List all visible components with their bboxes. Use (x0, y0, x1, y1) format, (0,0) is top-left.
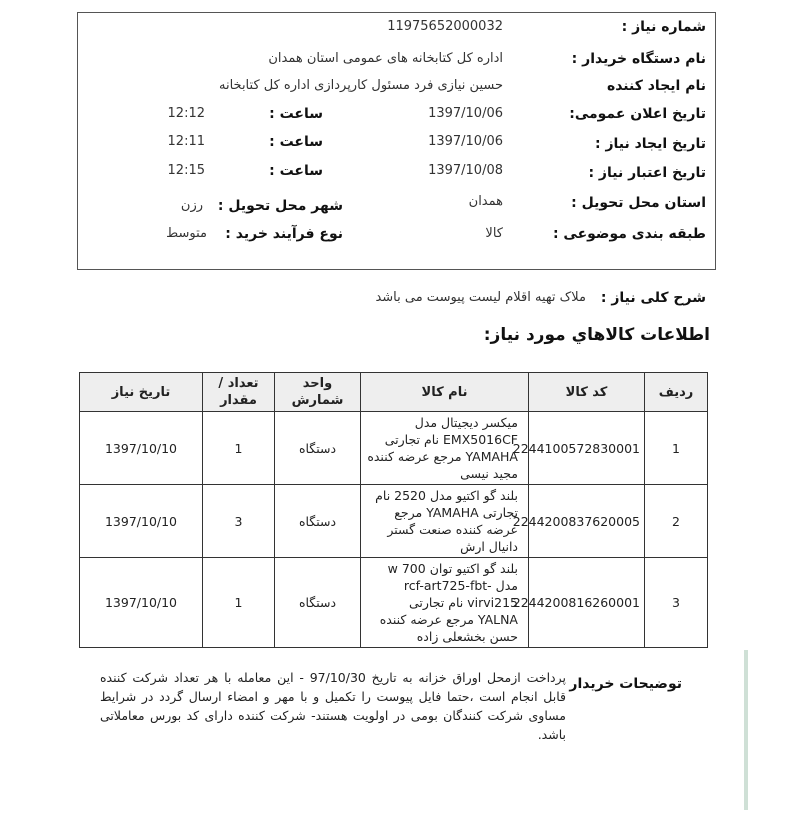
need-number-value: 11975652000032 (387, 19, 503, 34)
cell-quantity: 3 (203, 485, 275, 558)
notes-divider (744, 650, 748, 810)
cell-name: میکسر دیجیتال مدل EMX5016CF نام تجارتی YAMAHA مرجع عرضه کننده مجید نیسی (361, 412, 529, 485)
cell-row-number: 2 (645, 485, 708, 558)
col-header-unit: واحد شمارش (275, 373, 361, 412)
table-header-row (80, 373, 708, 412)
process-value: متوسط (166, 226, 207, 241)
goods-table (79, 372, 708, 648)
announce-date-value: 1397/10/06 (428, 106, 503, 121)
buyer-org-value: اداره کل کتابخانه های عمومی استان همدان (268, 51, 503, 66)
cell-unit: دستگاه (275, 485, 361, 558)
goods-section-title: اطلاعات کالاهاي مورد نیاز: (483, 325, 710, 345)
col-header-name: نام کالا (361, 373, 529, 412)
cell-name: بلند گو اکتیو توان 700 w مدل rcf-art725-fbt-virvi215 نام تجارتی YALNA مرجع عرضه کننده حسن بخشعلی زاده (361, 558, 529, 648)
table-row (80, 558, 708, 648)
summary-label: شرح کلی نیاز : (600, 290, 706, 306)
cell-need-date: 1397/10/10 (80, 485, 203, 558)
need-number-label: شماره نیاز : (621, 19, 706, 35)
table-row (80, 485, 708, 558)
announce-time-value: 12:12 (167, 106, 205, 121)
province-label: استان محل تحویل : (571, 195, 706, 211)
col-header-code: کد کالا (529, 373, 645, 412)
col-header-row-number: ردیف (645, 373, 708, 412)
buyer-notes-text: پرداخت ازمحل اوراق خزانه به تاریخ 97/10/30 - این معامله با هر تعداد شرکت کننده قابل انجام است ،حتما فایل پیوست را تکمیل و با مهر و امضاء ارسال گردد در شرایط مساوی شرکت کنندگان بومی در اولویت هستند- شرکت کننده دارای کد بورس معاملاتی باشد. (100, 670, 566, 742)
category-label: طبقه بندی موضوعی : (552, 226, 706, 242)
buyer-org-label: نام دستگاه خریدار : (571, 51, 706, 67)
validity-date-value: 1397/10/08 (428, 163, 503, 178)
cell-need-date: 1397/10/10 (80, 412, 203, 485)
cell-unit: دستگاه (275, 412, 361, 485)
cell-code: 2244200816260001 (529, 558, 645, 648)
creator-label: نام ایجاد کننده (606, 78, 706, 94)
cell-quantity: 1 (203, 412, 275, 485)
create-time-value: 12:11 (167, 134, 205, 149)
validity-time-label: ساعت : (269, 163, 323, 179)
col-header-quantity: تعداد / مقدار (203, 373, 275, 412)
cell-code: 2244100572830001 (529, 412, 645, 485)
category-value: کالا (485, 226, 503, 241)
cell-row-number: 1 (645, 412, 708, 485)
creator-value: حسین نیازی فرد مسئول کارپردازی اداره کل کتابخانه (219, 78, 503, 93)
validity-date-label: تاریخ اعتبار نیاز : (588, 165, 706, 181)
create-date-value: 1397/10/06 (428, 134, 503, 149)
cell-name: بلند گو اکتیو مدل 2520 نام تجارتی YAMAHA مرجع عرضه کننده صنعت گستر دانیال ارش (361, 485, 529, 558)
validity-time-value: 12:15 (167, 163, 205, 178)
cell-code: 2244200837620005 (529, 485, 645, 558)
province-value: همدان (468, 194, 503, 209)
city-label: شهر محل تحویل : (217, 198, 343, 214)
cell-quantity: 1 (203, 558, 275, 648)
table-row (80, 412, 708, 485)
create-date-label: تاریخ ایجاد نیاز : (594, 136, 706, 152)
cell-unit: دستگاه (275, 558, 361, 648)
summary-value: ملاک تهیه اقلام لیست پیوست می باشد (375, 290, 586, 305)
announce-date-label: تاریخ اعلان عمومی: (569, 106, 706, 122)
process-label: نوع فرآیند خرید : (225, 226, 343, 242)
buyer-notes-label: توضیحات خریدار (569, 676, 682, 692)
create-time-label: ساعت : (269, 134, 323, 150)
col-header-need-date: تاریخ نیاز (80, 373, 203, 412)
announce-time-label: ساعت : (269, 106, 323, 122)
city-value: رزن (180, 198, 203, 213)
cell-row-number: 3 (645, 558, 708, 648)
cell-need-date: 1397/10/10 (80, 558, 203, 648)
